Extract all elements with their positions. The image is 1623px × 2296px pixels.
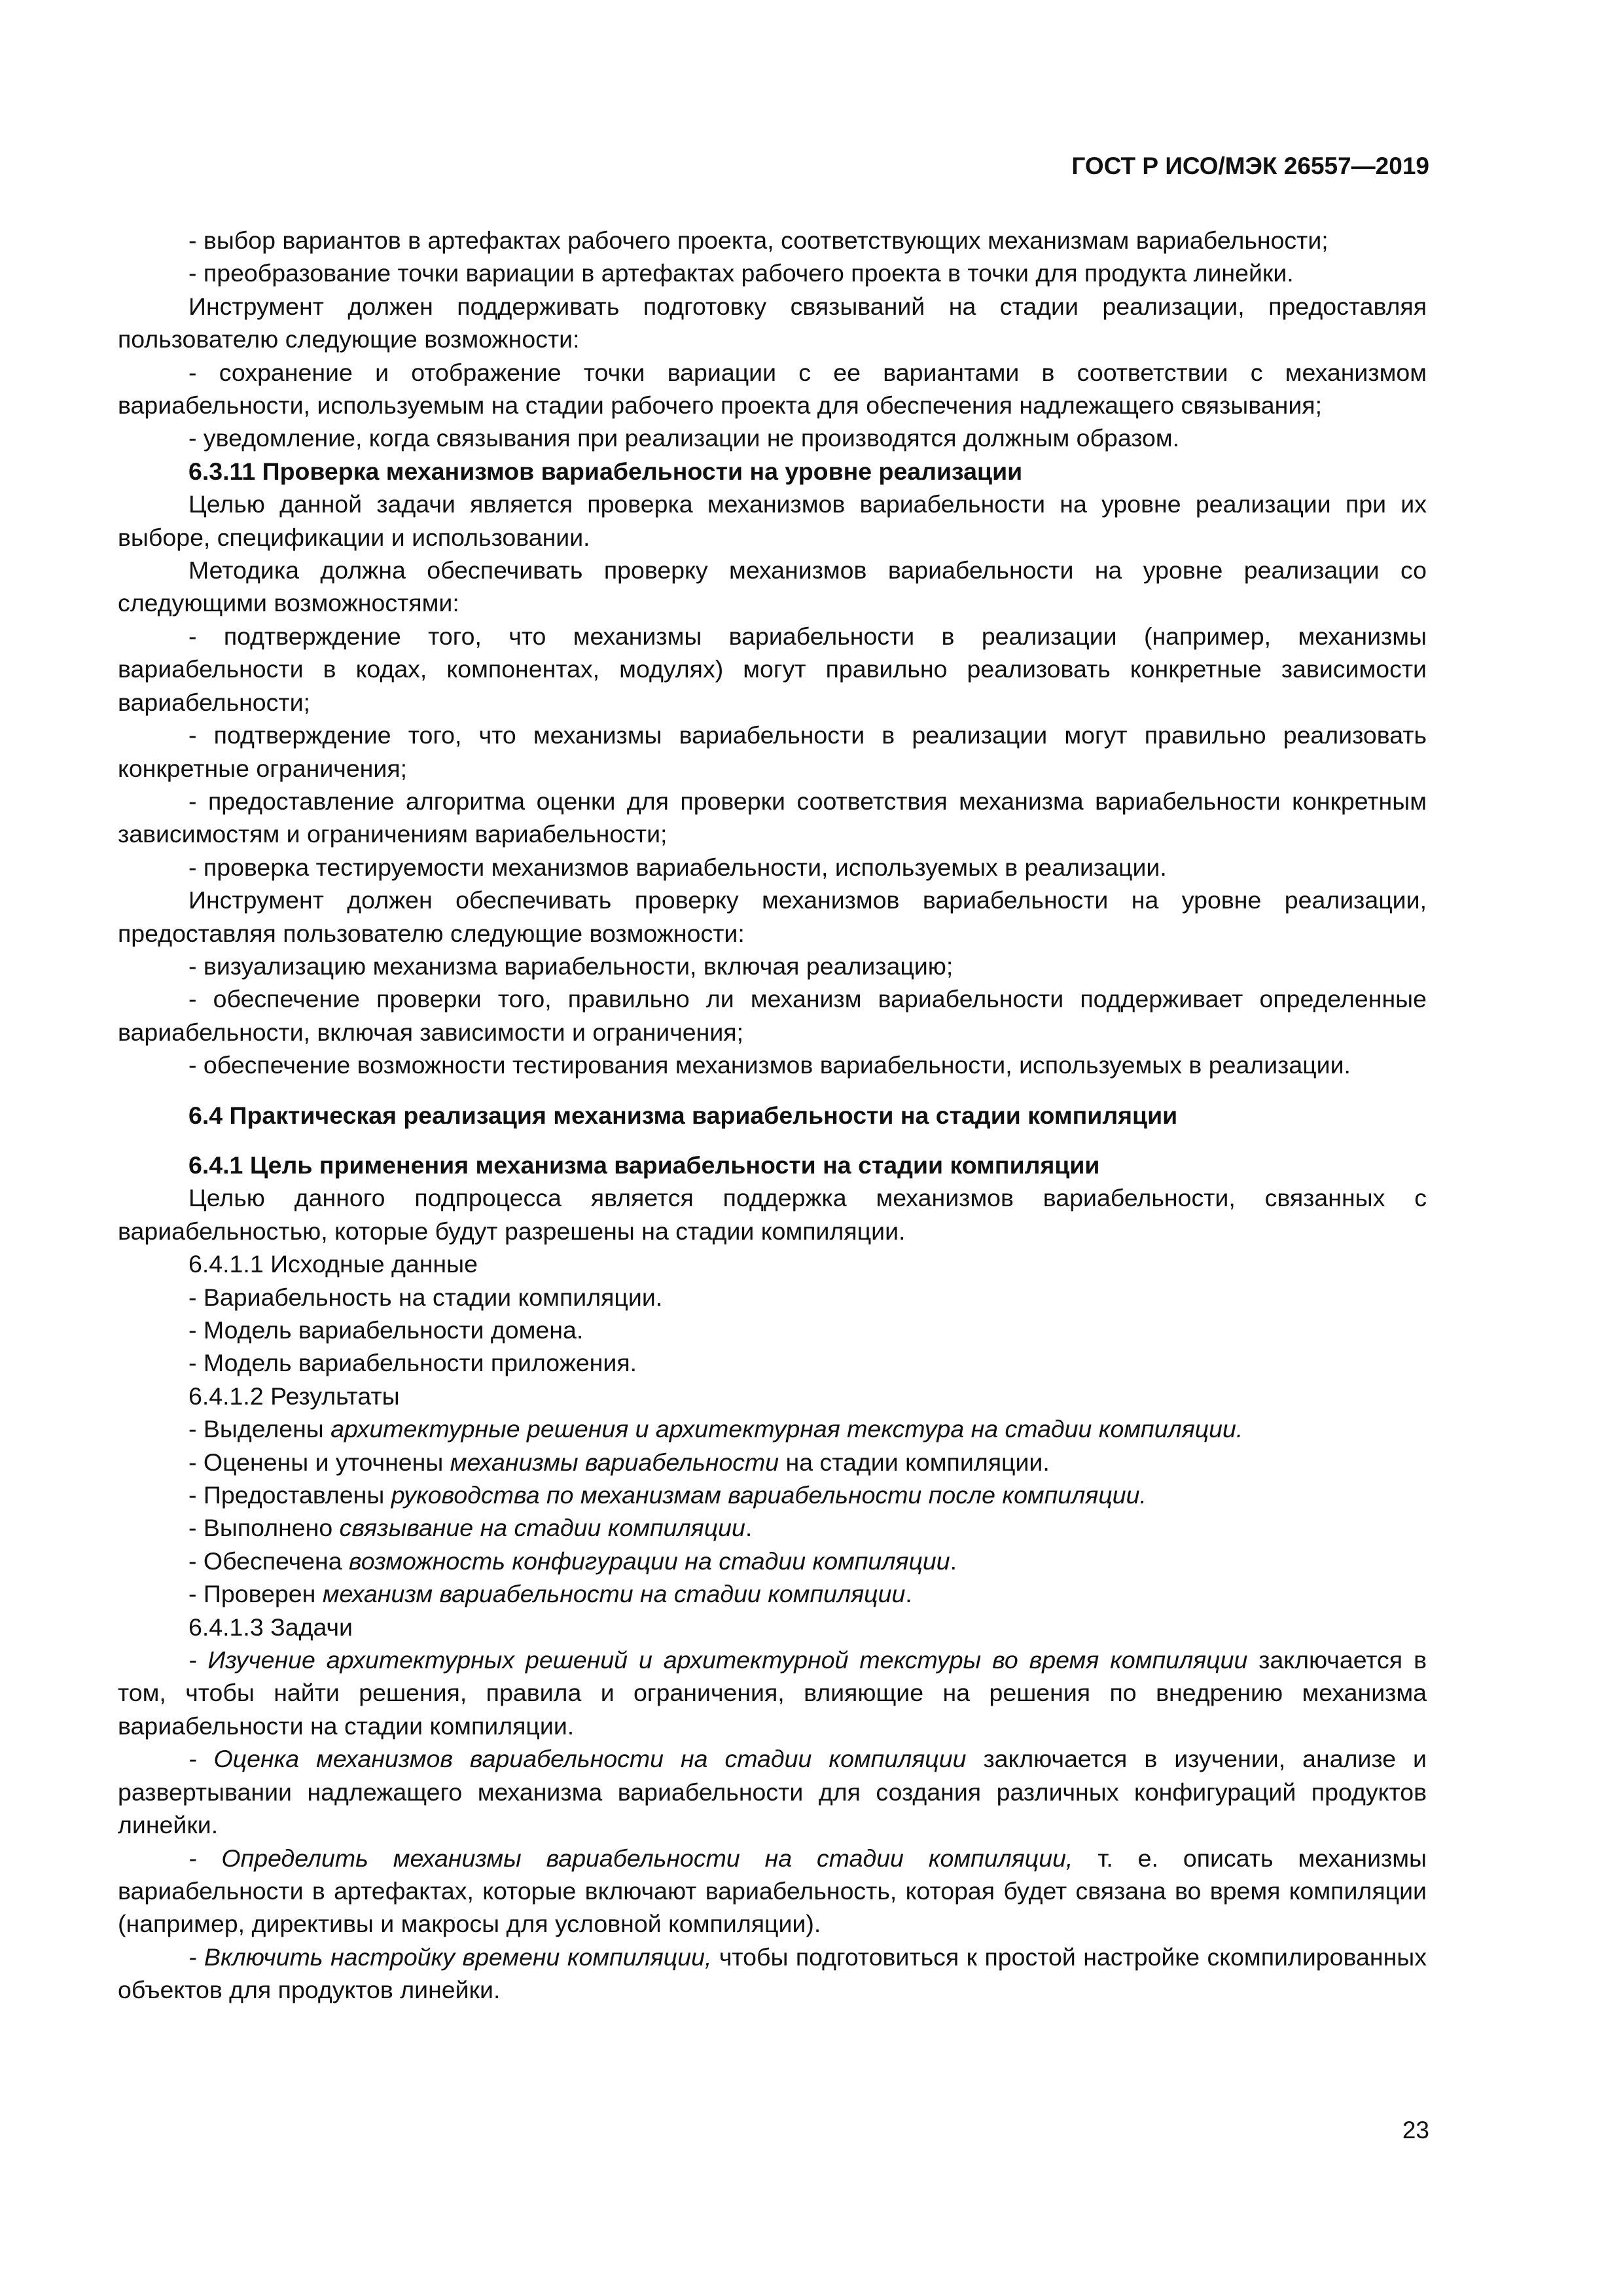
list-item: - Модель вариабельности приложения. xyxy=(188,1349,637,1377)
section-heading-6-4: 6.4 Практическая реализация механизма вариабельности на стадии компиляции xyxy=(188,1101,1178,1129)
paragraph: - преобразование точки вариации в артефактах рабочего проекта в точки для продукта линейки. xyxy=(188,259,1294,287)
paragraph: Методика должна обеспечивать проверку механизмов вариабельности на уровне реализации со следующими возможностями: xyxy=(118,556,1427,617)
paragraph: - обеспечение возможности тестирования механизмов вариабельности, используемых в реализации. xyxy=(188,1051,1351,1079)
list-item: - Выделены архитектурные решения и архитектурная текстура на стадии компиляции. xyxy=(188,1415,1243,1443)
page-number: 23 xyxy=(1402,2117,1429,2144)
paragraph: - сохранение и отображение точки вариации с ее вариантами в соответствии с механизмом вариабельности, используемым на стадии рабочего проекта для обеспечения надлежащего связывания; xyxy=(118,358,1427,420)
paragraph: - подтверждение того, что механизмы вариабельности в реализации могут правильно реализовать конкретные ограничения; xyxy=(118,721,1427,782)
paragraph: - обеспечение проверки того, правильно ли механизм вариабельности поддерживает определенные вариабельности, включая зависимости и ограничения; xyxy=(118,985,1427,1046)
task-paragraph: - Изучение архитектурных решений и архитектурной текстуры во время компиляции заключается в том, чтобы найти решения, правила и ограничения, влияющие на решения по внедрению механизма вариабельности на стадии компиляции. xyxy=(118,1646,1427,1740)
task-paragraph: - Включить настройку времени компиляции, чтобы подготовиться к простой настройке скомпилированных объектов для продуктов линейки. xyxy=(118,1943,1427,2004)
task-paragraph: - Оценка механизмов вариабельности на стадии компиляции заключается в изучении, анализе и развертывании надлежащего механизма вариабельности для создания различных конфигураций продуктов линейки. xyxy=(118,1745,1427,1839)
paragraph: Целью данного подпроцесса является поддержка механизмов вариабельности, связанных с вариабельностью, которые будут разрешены на стадии компиляции. xyxy=(118,1184,1427,1245)
subsection-heading-6-4-1: 6.4.1 Цель применения механизма вариабельности на стадии компиляции xyxy=(188,1151,1100,1179)
list-item: - Модель вариабельности домена. xyxy=(188,1316,584,1344)
list-item: - Вариабельность на стадии компиляции. xyxy=(188,1283,663,1311)
list-item: - Проверен механизм вариабельности на стадии компиляции. xyxy=(188,1580,912,1608)
document-header-code: ГОСТ Р ИСО/МЭК 26557—2019 xyxy=(1071,152,1429,179)
task-paragraph: - Определить механизмы вариабельности на стадии компиляции, т. е. описать механизмы вариабельности в артефактах, которые включают вариабельность, которая будет связана во время компиляции (например, директивы и макросы для условной компиляции). xyxy=(118,1844,1427,1938)
paragraph: - выбор вариантов в артефактах рабочего проекта, соответствующих механизмам вариабельности; xyxy=(188,226,1329,254)
list-item: - Выполнено связывание на стадии компиляции. xyxy=(188,1514,753,1542)
paragraph: Инструмент должен обеспечивать проверку механизмов вариабельности на уровне реализации, предоставляя пользователю следующие возможности: xyxy=(118,886,1427,947)
tasks-title: 6.4.1.3 Задачи xyxy=(188,1613,353,1641)
list-item: - Обеспечена возможность конфигурации на стадии компиляции. xyxy=(188,1547,957,1575)
paragraph: Целью данной задачи является проверка механизмов вариабельности на уровне реализации при их выборе, спецификации и использовании. xyxy=(118,490,1427,551)
list-item: - Оценены и уточнены механизмы вариабельности на стадии компиляции. xyxy=(188,1448,1050,1476)
paragraph: - подтверждение того, что механизмы вариабельности в реализации (например, механизмы вариабельности в кодах, компонентах, модулях) могут правильно реализовать конкретные зависимости вариабельности; xyxy=(118,622,1427,716)
clause-heading-6-3-11: 6.3.11 Проверка механизмов вариабельности на уровне реализации xyxy=(188,457,1023,485)
paragraph: - проверка тестируемости механизмов вариабельности, используемых в реализации. xyxy=(188,853,1167,881)
paragraph: Инструмент должен поддерживать подготовку связываний на стадии реализации, предоставляя пользователю следующие возможности: xyxy=(118,292,1427,353)
inputs-title: 6.4.1.1 Исходные данные xyxy=(188,1250,478,1278)
results-title: 6.4.1.2 Результаты xyxy=(188,1382,400,1410)
paragraph: - визуализацию механизма вариабельности, включая реализацию; xyxy=(188,952,954,980)
document-body xyxy=(118,224,1427,2007)
paragraph: - предоставление алгоритма оценки для проверки соответствия механизма вариабельности конкретным зависимостям и ограничениям вариабельности; xyxy=(118,787,1427,848)
list-item: - Предоставлены руководства по механизмам вариабельности после компиляции. xyxy=(188,1481,1147,1509)
paragraph: - уведомление, когда связывания при реализации не производятся должным образом. xyxy=(188,424,1180,452)
